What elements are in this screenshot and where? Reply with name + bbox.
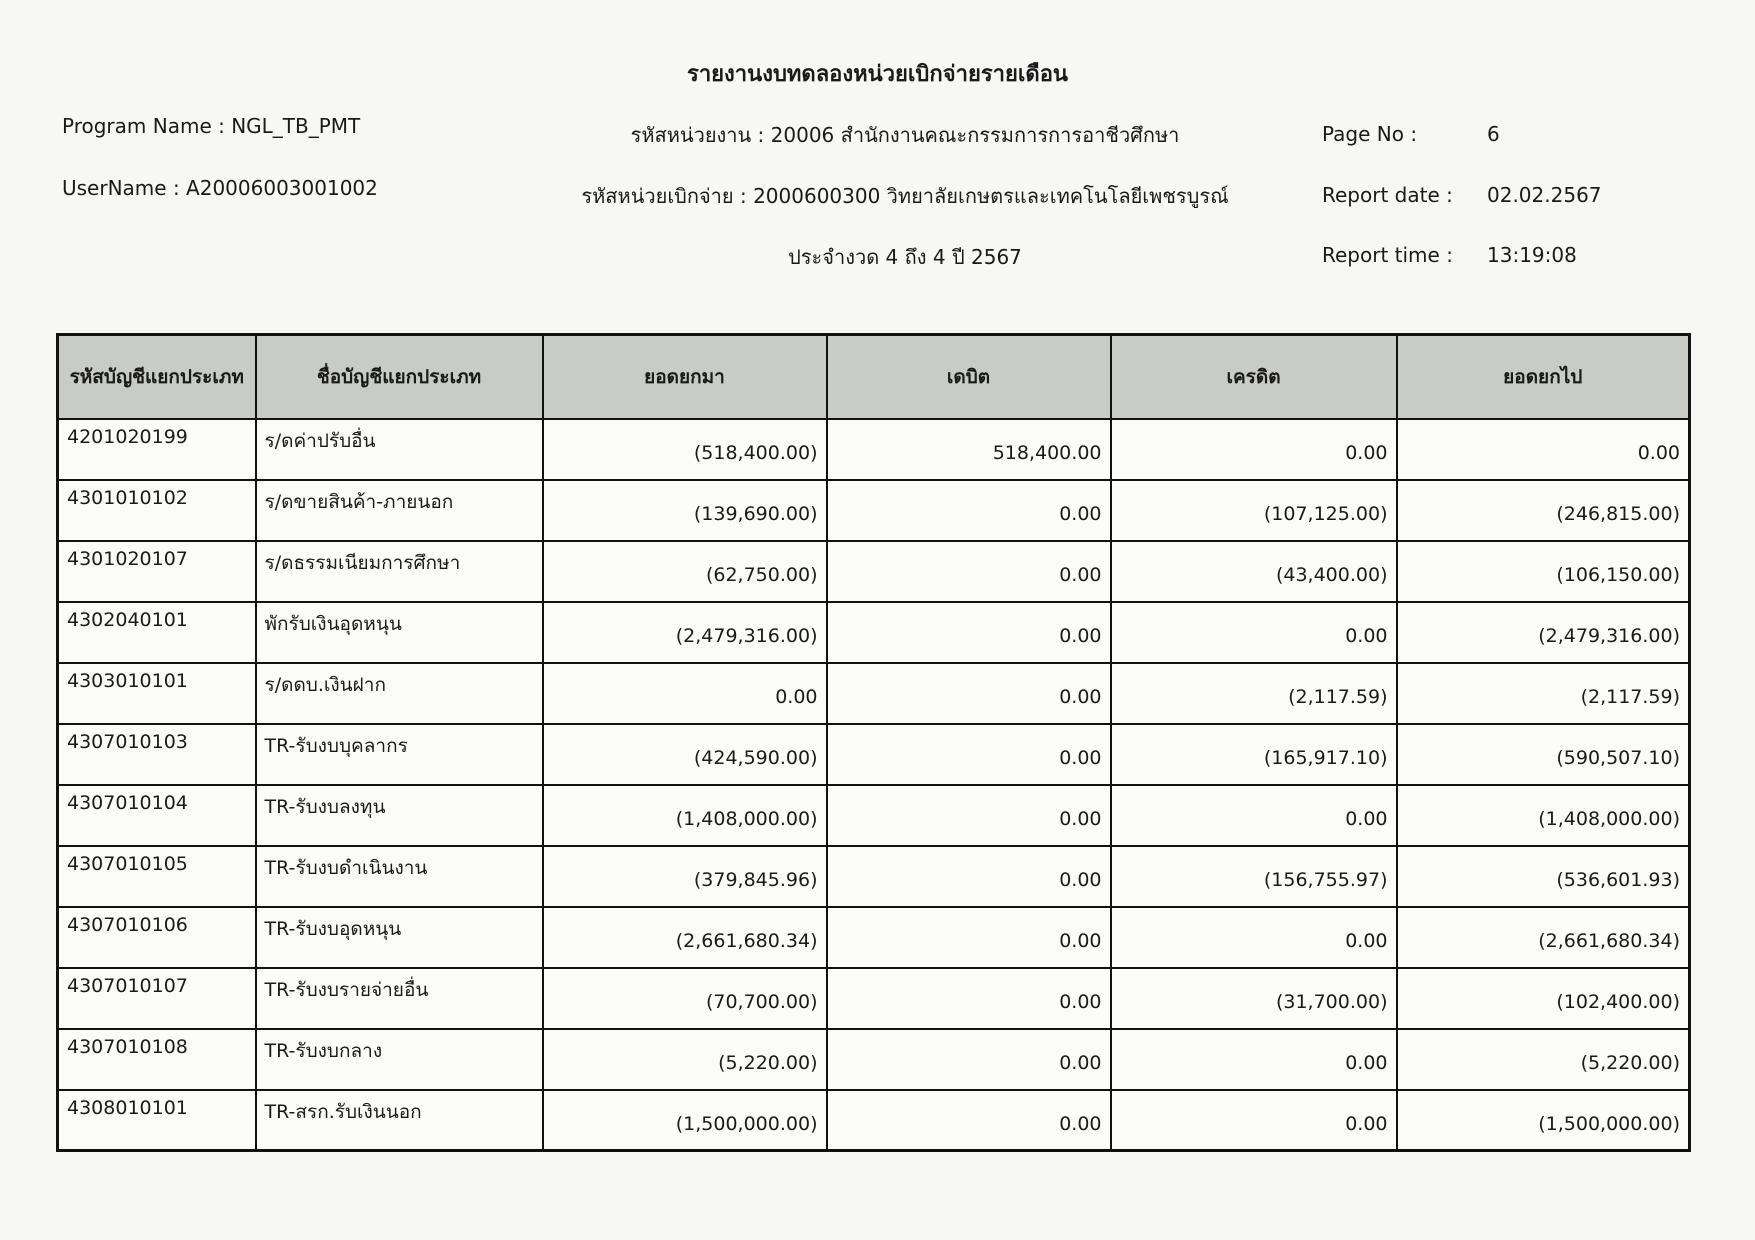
account-name: ร/ดขายสินค้า-ภายนอก [256,480,543,541]
account-code: 4301010102 [58,480,256,541]
col-header-account-code: รหัสบัญชีแยกประเภท [58,335,256,419]
brought-forward-cell: (518,400.00) [543,419,827,480]
debit-cell: 0.00 [827,480,1111,541]
account-name: TR-รับงบรายจ่ายอื่น [256,968,543,1029]
credit-cell: (31,700.00) [1111,968,1397,1029]
carried-forward-cell: 0.00 [1397,419,1690,480]
table-row [58,907,1690,968]
brought-forward-cell: (139,690.00) [543,480,827,541]
trial-balance-table [56,333,1691,1152]
account-name: TR-รับงบลงทุน [256,785,543,846]
credit-cell: 0.00 [1111,907,1397,968]
account-code: 4307010106 [58,907,256,968]
table-row [58,785,1690,846]
account-name: TR-รับงบกลาง [256,1029,543,1090]
account-code: 4308010101 [58,1090,256,1151]
debit-cell: 518,400.00 [827,419,1111,480]
account-code: 4303010101 [58,663,256,724]
debit-cell: 0.00 [827,724,1111,785]
col-header-credit: เครดิต [1111,335,1397,419]
report-date-value: 02.02.2567 [1487,183,1602,207]
table-row [58,419,1690,480]
col-header-account-name: ชื่อบัญชีแยกประเภท [256,335,543,419]
brought-forward-cell: (70,700.00) [543,968,827,1029]
credit-cell: 0.00 [1111,419,1397,480]
carried-forward-cell: (1,500,000.00) [1397,1090,1690,1151]
carried-forward-cell: (1,408,000.00) [1397,785,1690,846]
brought-forward-cell: (2,479,316.00) [543,602,827,663]
carried-forward-cell: (2,661,680.34) [1397,907,1690,968]
carried-forward-cell: (5,220.00) [1397,1029,1690,1090]
account-code: 4307010103 [58,724,256,785]
account-name: TR-สรก.รับเงินนอก [256,1090,543,1151]
account-code: 4307010104 [58,785,256,846]
username: UserName : A20006003001002 [62,176,378,200]
account-code: 4201020199 [58,419,256,480]
account-name: TR-รับงบอุดหนุน [256,907,543,968]
table-header-row [58,335,1690,419]
table-row [58,1029,1690,1090]
carried-forward-cell: (2,117.59) [1397,663,1690,724]
brought-forward-cell: (2,661,680.34) [543,907,827,968]
debit-cell: 0.00 [827,785,1111,846]
page-no-label: Page No : [1322,122,1418,146]
debit-cell: 0.00 [827,846,1111,907]
carried-forward-cell: (246,815.00) [1397,480,1690,541]
account-code: 4307010107 [58,968,256,1029]
account-name: ร/ดค่าปรับอื่น [256,419,543,480]
account-name: TR-รับงบบุคลากร [256,724,543,785]
account-name: พักรับเงินอุดหนุน [256,602,543,663]
credit-cell: 0.00 [1111,602,1397,663]
col-header-debit: เดบิต [827,335,1111,419]
brought-forward-cell: (62,750.00) [543,541,827,602]
credit-cell: (156,755.97) [1111,846,1397,907]
credit-cell: (43,400.00) [1111,541,1397,602]
account-name: ร/ดดบ.เงินฝาก [256,663,543,724]
brought-forward-cell: (379,845.96) [543,846,827,907]
carried-forward-cell: (102,400.00) [1397,968,1690,1029]
col-header-carried-forward: ยอดยกไป [1397,335,1690,419]
debit-cell: 0.00 [827,602,1111,663]
account-code: 4302040101 [58,602,256,663]
table-row [58,1090,1690,1151]
table-row [58,480,1690,541]
carried-forward-cell: (106,150.00) [1397,541,1690,602]
carried-forward-cell: (2,479,316.00) [1397,602,1690,663]
table-row [58,602,1690,663]
debit-cell: 0.00 [827,1029,1111,1090]
brought-forward-cell: (5,220.00) [543,1029,827,1090]
debit-cell: 0.00 [827,968,1111,1029]
account-code: 4307010108 [58,1029,256,1090]
brought-forward-cell: (1,408,000.00) [543,785,827,846]
table-row [58,663,1690,724]
report-date-label: Report date : [1322,183,1453,207]
agency-line: รหัสหน่วยงาน : 20006 สำนักงานคณะกรรมการการอาชีวศึกษา [630,123,1180,147]
page-no-value: 6 [1487,122,1500,146]
account-name: ร/ดธรรมเนียมการศึกษา [256,541,543,602]
report-title: รายงานงบทดลองหน่วยเบิกจ่ายรายเดือน [687,62,1068,87]
table-row [58,968,1690,1029]
credit-cell: 0.00 [1111,1029,1397,1090]
carried-forward-cell: (536,601.93) [1397,846,1690,907]
credit-cell: 0.00 [1111,1090,1397,1151]
credit-cell: (165,917.10) [1111,724,1397,785]
account-code: 4307010105 [58,846,256,907]
report-time-value: 13:19:08 [1487,243,1577,267]
credit-cell: (107,125.00) [1111,480,1397,541]
disbursing-unit-line: รหัสหน่วยเบิกจ่าย : 2000600300 วิทยาลัยเกษตรและเทคโนโลยีเพชรบูรณ์ [581,184,1229,208]
brought-forward-cell: (424,590.00) [543,724,827,785]
report-time-label: Report time : [1322,243,1453,267]
brought-forward-cell: (1,500,000.00) [543,1090,827,1151]
debit-cell: 0.00 [827,907,1111,968]
debit-cell: 0.00 [827,663,1111,724]
period-line: ประจำงวด 4 ถึง 4 ปี 2567 [788,245,1022,269]
debit-cell: 0.00 [827,1090,1111,1151]
table-row [58,724,1690,785]
debit-cell: 0.00 [827,541,1111,602]
program-name: Program Name : NGL_TB_PMT [62,114,361,138]
brought-forward-cell: 0.00 [543,663,827,724]
credit-cell: 0.00 [1111,785,1397,846]
table-row [58,541,1690,602]
credit-cell: (2,117.59) [1111,663,1397,724]
col-header-brought-forward: ยอดยกมา [543,335,827,419]
carried-forward-cell: (590,507.10) [1397,724,1690,785]
account-name: TR-รับงบดำเนินงาน [256,846,543,907]
table-row [58,846,1690,907]
account-code: 4301020107 [58,541,256,602]
